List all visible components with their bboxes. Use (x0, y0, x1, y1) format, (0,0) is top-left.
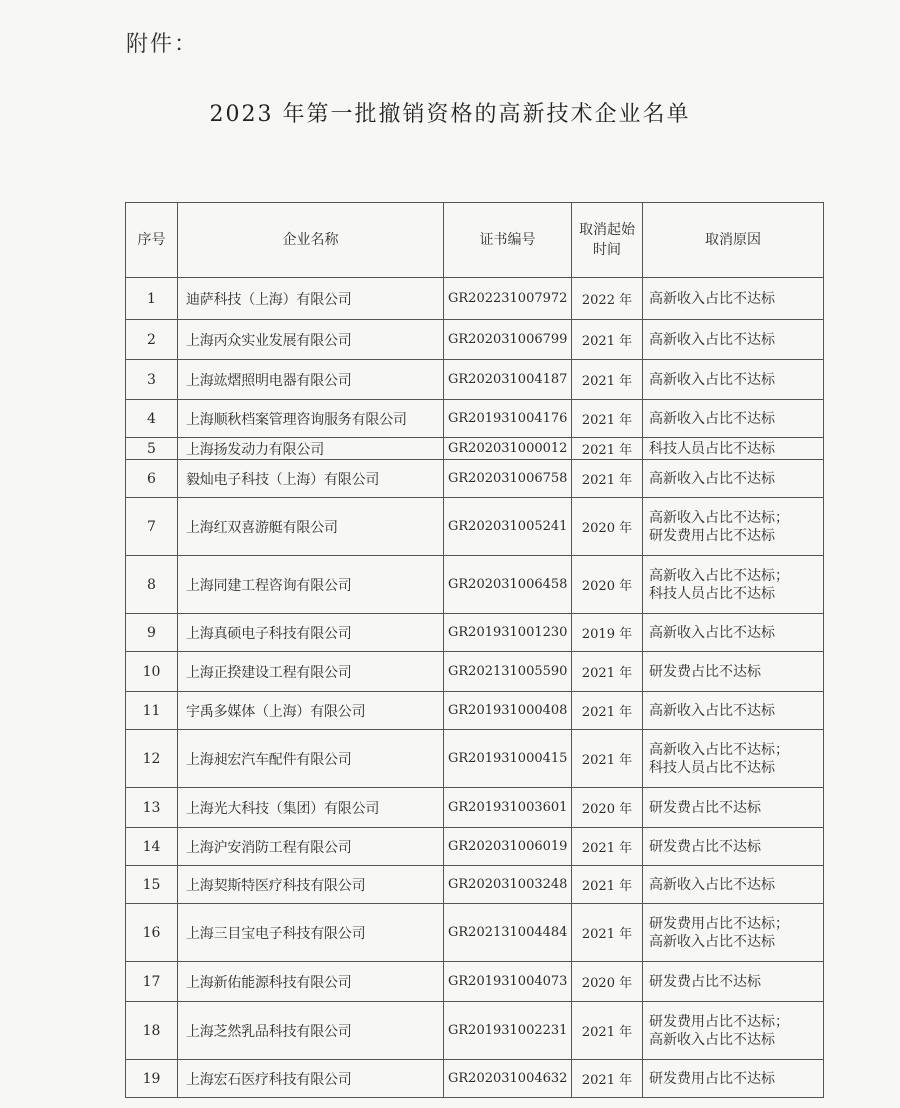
reason-line: 研发费用占比不达标； (649, 915, 789, 932)
table-row (126, 730, 824, 788)
reason-line: 高新收入占比不达标 (649, 290, 775, 307)
row-number: 17 (126, 962, 178, 1002)
reason-line: 高新收入占比不达标 (649, 702, 775, 719)
cancel-reason (643, 652, 824, 692)
cancel-reason (643, 730, 824, 788)
reason-line: 高新收入占比不达标 (649, 410, 775, 427)
cancel-start-year: 2021 年 (572, 692, 643, 730)
certificate-number: GR202031006019 (444, 828, 572, 866)
cancel-reason (643, 788, 824, 828)
certificate-number: GR202131004484 (444, 904, 572, 962)
cancel-start-year: 2021 年 (572, 652, 643, 692)
row-number: 12 (126, 730, 178, 788)
cancel-reason (643, 438, 824, 460)
row-number: 7 (126, 498, 178, 556)
column-header-cancel-reason: 取消原因 (643, 203, 824, 278)
table-row (126, 692, 824, 730)
table-row (126, 614, 824, 652)
row-number: 19 (126, 1060, 178, 1098)
cancel-start-year: 2021 年 (572, 1060, 643, 1098)
cancel-start-year: 2021 年 (572, 904, 643, 962)
table-row (126, 460, 824, 498)
certificate-number: GR202031006799 (444, 320, 572, 360)
table-row (126, 498, 824, 556)
cancel-reason (643, 904, 824, 962)
table-row (126, 828, 824, 866)
cancel-start-year: 2020 年 (572, 556, 643, 614)
cancel-reason (643, 828, 824, 866)
certificate-number: GR202031003248 (444, 866, 572, 904)
cancel-start-year: 2021 年 (572, 320, 643, 360)
reason-line: 高新收入占比不达标 (649, 876, 775, 893)
row-number: 11 (126, 692, 178, 730)
table-row (126, 788, 824, 828)
column-header-no: 序号 (126, 203, 178, 278)
cancel-reason (643, 614, 824, 652)
reason-line: 研发费用占比不达标 (649, 527, 775, 544)
company-name: 上海昶宏汽车配件有限公司 (178, 730, 444, 788)
reason-line: 高新收入占比不达标 (649, 470, 775, 487)
row-number: 14 (126, 828, 178, 866)
company-name: 上海扬发动力有限公司 (178, 438, 444, 460)
reason-line: 高新收入占比不达标 (649, 331, 775, 348)
row-number: 16 (126, 904, 178, 962)
row-number: 4 (126, 400, 178, 438)
column-header-certificate-number: 证书编号 (444, 203, 572, 278)
row-number: 9 (126, 614, 178, 652)
company-name: 上海竑熠照明电器有限公司 (178, 360, 444, 400)
certificate-number: GR201931000415 (444, 730, 572, 788)
reason-line: 研发费占比不达标 (649, 799, 761, 816)
document-title: 2023 年第一批撤销资格的高新技术企业名单 (209, 102, 691, 127)
table-row (126, 962, 824, 1002)
row-number: 5 (126, 438, 178, 460)
company-name: 上海新佑能源科技有限公司 (178, 962, 444, 1002)
company-name: 上海正揆建设工程有限公司 (178, 652, 444, 692)
row-number: 8 (126, 556, 178, 614)
table-row (126, 904, 824, 962)
certificate-number: GR202031006758 (444, 460, 572, 498)
certificate-number: GR201931003601 (444, 788, 572, 828)
reason-line: 高新收入占比不达标； (649, 509, 789, 526)
table-row (126, 866, 824, 904)
cancel-reason (643, 1002, 824, 1060)
reason-line: 科技人员占比不达标 (649, 440, 775, 457)
table-row (126, 1060, 824, 1098)
cancel-reason (643, 400, 824, 438)
cancel-reason (643, 278, 824, 320)
row-number: 10 (126, 652, 178, 692)
cancel-start-year: 2021 年 (572, 460, 643, 498)
certificate-number: GR202031000012 (444, 438, 572, 460)
company-name: 迪萨科技（上海）有限公司 (178, 278, 444, 320)
company-name: 上海丙众实业发展有限公司 (178, 320, 444, 360)
table-row (126, 556, 824, 614)
company-name: 上海三目宝电子科技有限公司 (178, 904, 444, 962)
column-header-cancel-start-time: 取消起始时间 (572, 203, 643, 278)
certificate-number: GR201931004176 (444, 400, 572, 438)
row-number: 18 (126, 1002, 178, 1060)
attachment-label: 附件： (126, 32, 199, 57)
reason-line: 研发费占比不达标 (649, 838, 761, 855)
table-row (126, 320, 824, 360)
certificate-number: GR202031005241 (444, 498, 572, 556)
row-number: 6 (126, 460, 178, 498)
reason-line: 高新收入占比不达标； (649, 567, 789, 584)
cancel-reason (643, 556, 824, 614)
row-number: 3 (126, 360, 178, 400)
company-name: 上海芝然乳品科技有限公司 (178, 1002, 444, 1060)
cancel-start-year: 2020 年 (572, 498, 643, 556)
column-header-company-name: 企业名称 (178, 203, 444, 278)
company-name: 上海红双喜游艇有限公司 (178, 498, 444, 556)
table-row (126, 438, 824, 460)
cancel-start-year: 2022 年 (572, 278, 643, 320)
cancel-start-year: 2021 年 (572, 730, 643, 788)
reason-line: 研发费占比不达标 (649, 663, 761, 680)
certificate-number: GR202131005590 (444, 652, 572, 692)
company-name: 上海契斯特医疗科技有限公司 (178, 866, 444, 904)
reason-line: 高新收入占比不达标 (649, 624, 775, 641)
cancel-reason (643, 360, 824, 400)
row-number: 1 (126, 278, 178, 320)
cancel-start-year: 2021 年 (572, 1002, 643, 1060)
table-header-row (126, 203, 824, 278)
company-name: 上海顺秋档案管理咨询服务有限公司 (178, 400, 444, 438)
row-number: 15 (126, 866, 178, 904)
company-name: 上海真硕电子科技有限公司 (178, 614, 444, 652)
revoked-enterprises-table (125, 202, 824, 1098)
reason-line: 高新收入占比不达标 (649, 933, 775, 950)
certificate-number: GR201931000408 (444, 692, 572, 730)
cancel-start-year: 2021 年 (572, 438, 643, 460)
cancel-reason (643, 1060, 824, 1098)
table-row (126, 278, 824, 320)
company-name: 宇禹多媒体（上海）有限公司 (178, 692, 444, 730)
certificate-number: GR201931004073 (444, 962, 572, 1002)
company-name: 上海宏石医疗科技有限公司 (178, 1060, 444, 1098)
cancel-reason (643, 460, 824, 498)
reason-line: 高新收入占比不达标 (649, 1031, 775, 1048)
cancel-reason (643, 692, 824, 730)
reason-line: 科技人员占比不达标 (649, 585, 775, 602)
certificate-number: GR201931002231 (444, 1002, 572, 1060)
reason-line: 研发费占比不达标 (649, 973, 761, 990)
cancel-reason (643, 320, 824, 360)
cancel-start-year: 2021 年 (572, 360, 643, 400)
table-row (126, 400, 824, 438)
certificate-number: GR202031006458 (444, 556, 572, 614)
cancel-start-year: 2020 年 (572, 962, 643, 1002)
table-row (126, 652, 824, 692)
cancel-start-year: 2021 年 (572, 400, 643, 438)
reason-line: 高新收入占比不达标 (649, 371, 775, 388)
certificate-number: GR201931001230 (444, 614, 572, 652)
company-name: 毅灿电子科技（上海）有限公司 (178, 460, 444, 498)
cancel-reason (643, 498, 824, 556)
reason-line: 研发费用占比不达标； (649, 1013, 789, 1030)
certificate-number: GR202031004187 (444, 360, 572, 400)
reason-line: 高新收入占比不达标； (649, 741, 789, 758)
company-name: 上海同建工程咨询有限公司 (178, 556, 444, 614)
cancel-reason (643, 866, 824, 904)
cancel-start-year: 2021 年 (572, 866, 643, 904)
cancel-start-year: 2020 年 (572, 788, 643, 828)
table-body (126, 278, 824, 1098)
table-row (126, 1002, 824, 1060)
cancel-start-year: 2021 年 (572, 828, 643, 866)
company-name: 上海光大科技（集团）有限公司 (178, 788, 444, 828)
table-row (126, 360, 824, 400)
reason-line: 研发费用占比不达标 (649, 1070, 775, 1087)
row-number: 2 (126, 320, 178, 360)
certificate-number: GR202231007972 (444, 278, 572, 320)
certificate-number: GR202031004632 (444, 1060, 572, 1098)
cancel-reason (643, 962, 824, 1002)
company-name: 上海沪安消防工程有限公司 (178, 828, 444, 866)
cancel-start-year: 2019 年 (572, 614, 643, 652)
row-number: 13 (126, 788, 178, 828)
reason-line: 科技人员占比不达标 (649, 759, 775, 776)
